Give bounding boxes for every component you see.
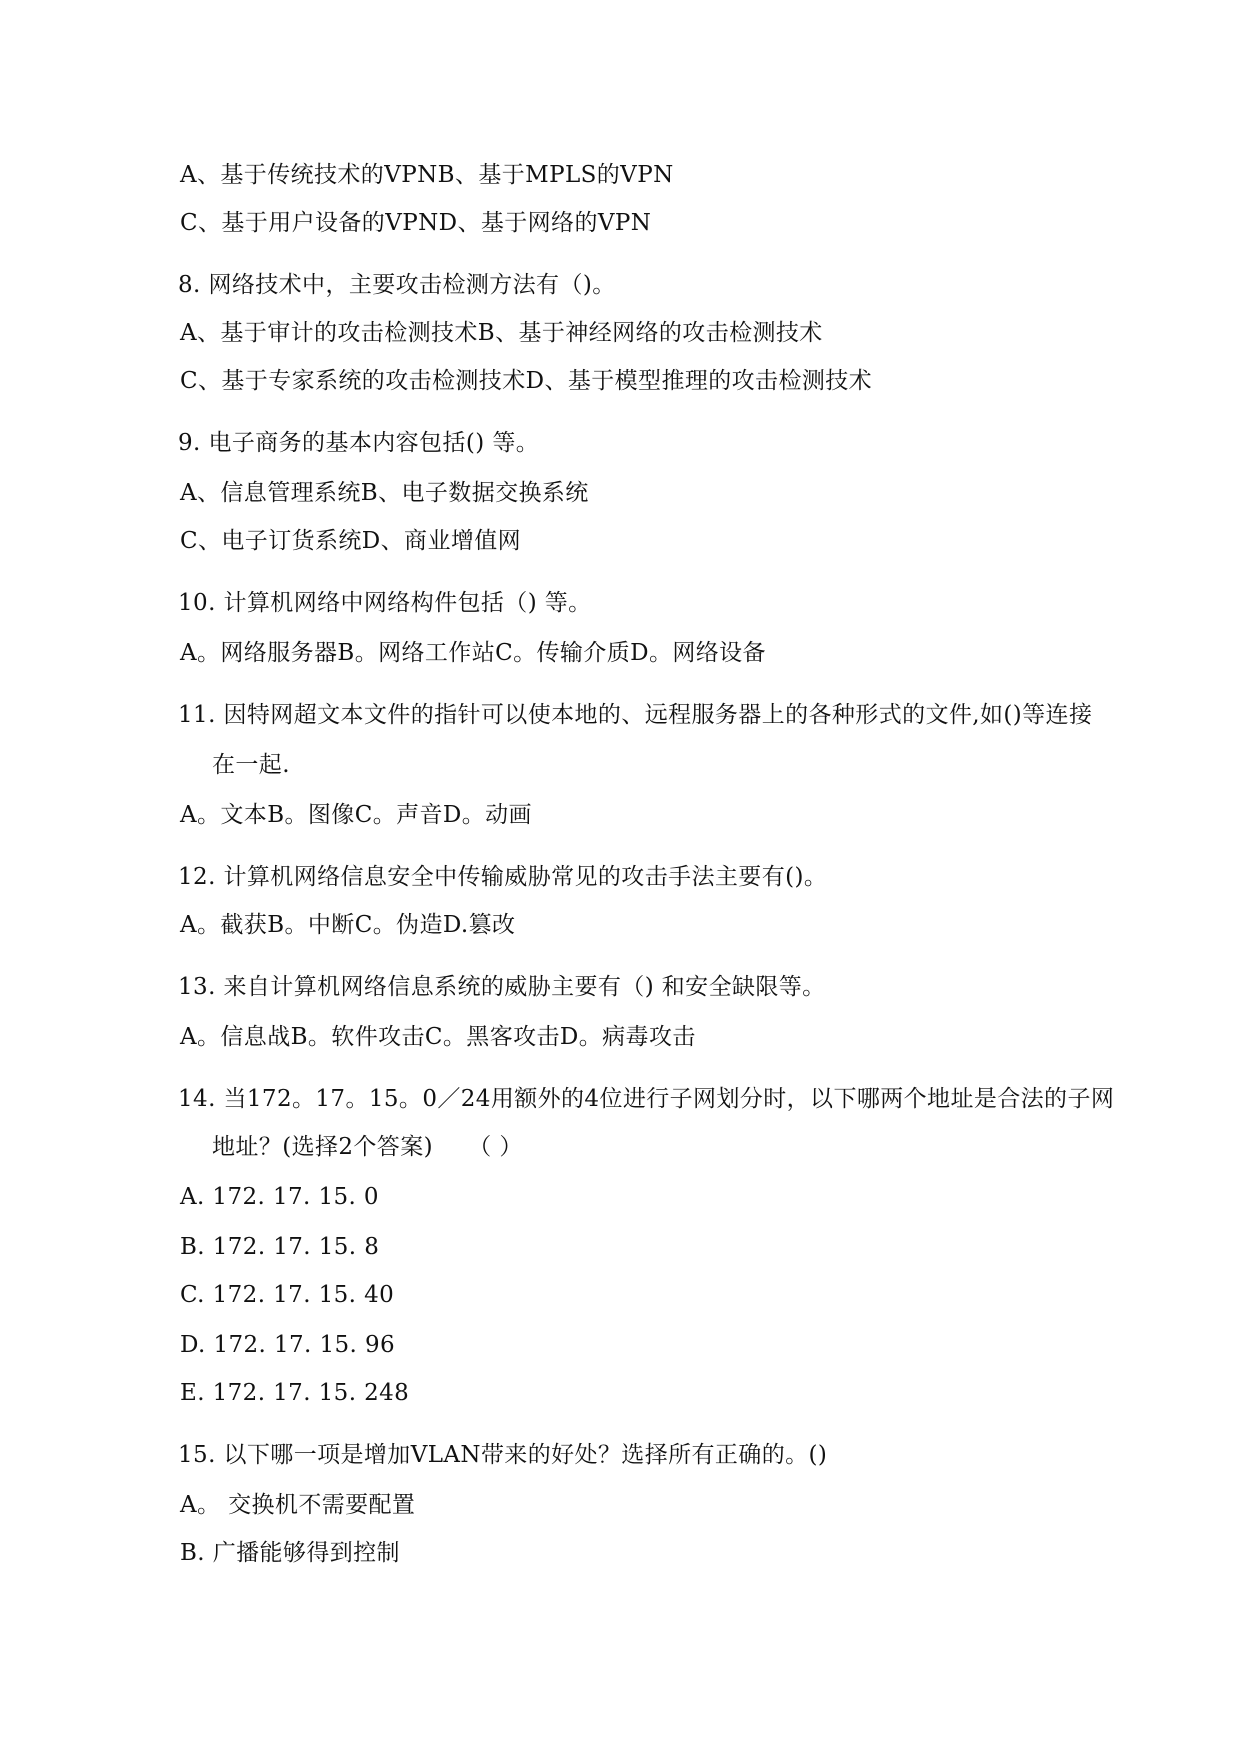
question-13: 13. 来自计算机网络信息系统的威胁主要有（) 和安全缺限等。 xyxy=(178,974,826,1000)
question-8: 8. 网络技术中，主要攻击检测方法有（)。 xyxy=(178,272,616,298)
question-15: 15. 以下哪一项是增加VLAN带来的好处？选择所有正确的。() xyxy=(178,1442,828,1468)
question-14: 14. 当172。17。15。0／24用额外的4位进行子网划分时，以下哪两个地址是合法的子网 xyxy=(178,1086,1115,1112)
q11-options: A。文本B。图像C。声音D。动画 xyxy=(180,802,532,828)
q13-options: A。信息战B。软件攻击C。黑客攻击D。病毒攻击 xyxy=(180,1024,696,1050)
q14-option-d: D. 172. 17. 15. 96 xyxy=(180,1332,396,1358)
question-12: 12. 计算机网络信息安全中传输威胁常见的攻击手法主要有()。 xyxy=(178,864,828,890)
q10-options: A。网络服务器B。网络工作站C。传输介质D。网络设备 xyxy=(180,640,766,666)
q14-option-a: A. 172. 17. 15. 0 xyxy=(180,1184,379,1210)
question-14-continued: 地址？(选择2个答案) （ ） xyxy=(212,1134,523,1160)
q7-option-cd: C、基于用户设备的VPND、基于网络的VPN xyxy=(180,210,652,236)
question-11-continued: 在一起. xyxy=(212,752,290,778)
q15-option-b: B. 广播能够得到控制 xyxy=(180,1540,400,1566)
q8-option-cd: C、基于专家系统的攻击检测技术D、基于模型推理的攻击检测技术 xyxy=(180,368,873,394)
q9-option-cd: C、电子订货系统D、商业增值网 xyxy=(180,528,522,554)
q12-options: A。截获B。中断C。伪造D.篡改 xyxy=(180,912,516,938)
q14-option-c: C. 172. 17. 15. 40 xyxy=(180,1282,395,1308)
q9-option-ab: A、信息管理系统B、电子数据交换系统 xyxy=(180,480,589,506)
question-10: 10. 计算机网络中网络构件包括（) 等。 xyxy=(178,590,592,616)
question-11: 11. 因特网超文本文件的指针可以使本地的、远程服务器上的各种形式的文件,如()等连接 xyxy=(178,702,1093,728)
q14-option-b: B. 172. 17. 15. 8 xyxy=(180,1234,380,1260)
question-9: 9. 电子商务的基本内容包括() 等。 xyxy=(178,430,540,456)
q14-option-e: E. 172. 17. 15. 248 xyxy=(180,1380,410,1406)
q15-option-a: A。 交换机不需要配置 xyxy=(180,1492,416,1518)
q7-option-ab: A、基于传统技术的VPNB、基于MPLS的VPN xyxy=(180,162,674,188)
q8-option-ab: A、基于审计的攻击检测技术B、基于神经网络的攻击检测技术 xyxy=(180,320,823,346)
